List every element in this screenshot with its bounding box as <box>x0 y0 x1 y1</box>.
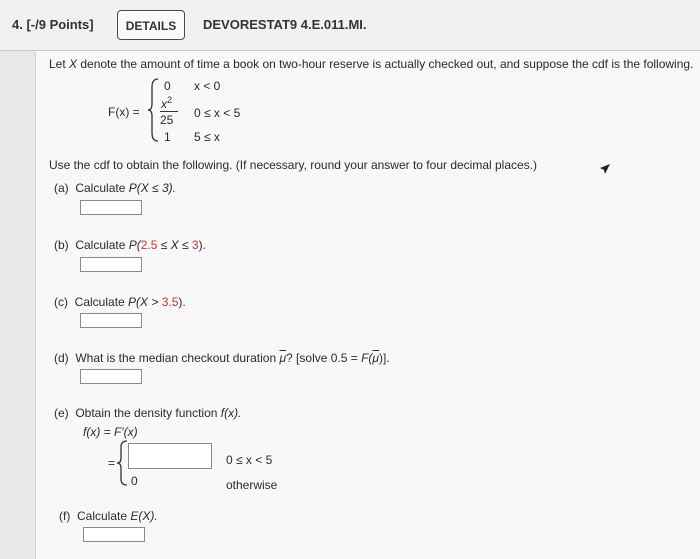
part-e-density-input[interactable] <box>128 443 212 469</box>
part-f-answer-input[interactable] <box>83 527 145 542</box>
cdf-row2-cond: 0 ≤ x < 5 <box>194 106 241 120</box>
cdf-row2-denominator: 25 <box>160 113 174 127</box>
part-a-answer-input[interactable] <box>80 200 142 215</box>
part-e-equals: = <box>108 456 116 470</box>
mouse-cursor-icon <box>599 163 611 175</box>
cdf-row2-numerator: $x^2$ <box>161 95 173 111</box>
details-button[interactable]: DETAILS <box>117 10 185 40</box>
part-c-answer-input[interactable] <box>80 313 142 328</box>
part-f-prompt: (f) Calculate E(X). <box>59 509 158 523</box>
cdf-row3-value: 1 <box>164 130 171 144</box>
intro-text: Let X denote the amount of time a book on two-hour reserve is actually checked out, and suppose the cdf is the following. <box>49 57 694 71</box>
part-e-prompt: (e) Obtain the density function f(x). <box>54 406 242 420</box>
question-body <box>35 51 700 559</box>
cdf-row1-value: 0 <box>164 79 171 93</box>
instruction-text: Use the cdf to obtain the following. (If necessary, round your answer to four decimal places.) <box>49 158 538 172</box>
part-e-zero: 0 <box>131 474 138 488</box>
part-a-prompt: (a) Calculate P(X ≤ 3). <box>54 181 176 195</box>
part-e-cond2: otherwise <box>226 478 278 492</box>
left-brace-icon <box>147 77 161 143</box>
part-b-answer-input[interactable] <box>80 257 142 272</box>
cdf-lhs: F(x) = <box>108 105 140 119</box>
part-d-prompt: (d) What is the median checkout duration $\overline{\mu}$? [solve $0.5 = F(\overline{\mu})$]. <box>54 351 390 365</box>
cdf-row3-cond: 5 ≤ x <box>194 130 220 144</box>
part-e-derivative-line: f(x) = F′(x) <box>83 425 138 439</box>
question-code: DEVORESTAT9 4.E.011.MI. <box>203 17 367 32</box>
question-header <box>0 0 700 51</box>
cdf-row1-cond: x < 0 <box>194 79 221 93</box>
question-points: 4. [-/9 Points] <box>12 17 94 32</box>
fraction-bar <box>160 111 178 112</box>
part-b-prompt: (b) Calculate P(2.5 ≤ X ≤ 3). <box>54 238 206 252</box>
part-e-cond1: 0 ≤ x < 5 <box>226 453 273 467</box>
part-d-answer-input[interactable] <box>80 369 142 384</box>
part-c-prompt: (c) Calculate P(X > 3.5). <box>54 295 186 309</box>
